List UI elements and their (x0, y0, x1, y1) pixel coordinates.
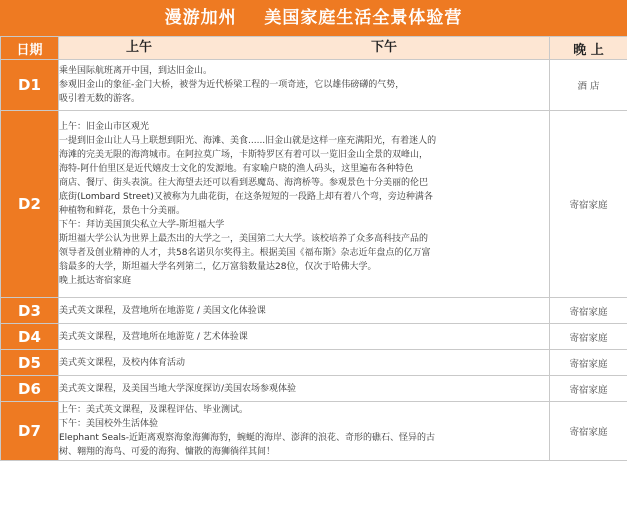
evening-lodging: 寄宿家庭 (550, 402, 627, 461)
day-label: D4 (1, 324, 59, 350)
activity-line: 种植物和鲜花，景色十分美丽。 (59, 206, 186, 216)
itinerary-table (0, 36, 627, 461)
page-title: 漫游加州 美国家庭生活全景体验营 (0, 0, 627, 36)
activity-line: 翁最多的大学，斯坦福大学名列第二，亿万富翁数量达28位，仅次于哈佛大学。 (59, 262, 377, 272)
activity-cell (59, 111, 550, 298)
activity-cell (59, 60, 550, 111)
activity-line: 美式英文课程，及营地所在地游览 / 艺术体验课 (59, 331, 248, 342)
activity-line: 美式英文课程，及营地所在地游览 / 美国文化体验课 (59, 305, 266, 316)
header-activities (59, 37, 550, 60)
activity-line: 乘坐国际航班离开中国，到达旧金山。 (59, 66, 213, 76)
activity-cell (59, 324, 550, 350)
day-label: D2 (1, 111, 59, 298)
activity-line: 晚上抵达寄宿家庭 (59, 276, 132, 286)
header-day: 日期 (1, 37, 59, 60)
activity-line: 下午：拜访美国顶尖私立大学-斯坦福大学 (59, 220, 225, 230)
activity-line: 树、翱翔的海鸟、可爱的海狗、慵散的海狮徜徉其间！ (59, 447, 276, 457)
table-row (1, 298, 627, 324)
activity-line: 美式英文课程，及美国当地大学深度探访/美国农场参观体验 (59, 383, 297, 394)
activity-line: 下午：美国校外生活体验 (59, 419, 159, 429)
day-label: D7 (1, 402, 59, 461)
activity-line: 参观旧金山的象征-金门大桥，被誉为近代桥梁工程的一项奇迹，它以雄伟磅礴的气势， (59, 80, 405, 90)
activity-line: 底街(Lombard Street)又被称为九曲花街，在这条短短的一段路上却有着八个弯，旁边种满各 (59, 192, 433, 202)
activity-line: 上午：美式英文课程，及课程评估、毕业测试。 (59, 405, 249, 415)
activity-cell (59, 298, 550, 324)
header-evening: 晚 上 (550, 37, 627, 60)
table-row (1, 402, 627, 461)
activity-line: 海滩的完美无限的海湾城市。在阿拉莫广场，卡斯特罗区有着可以一览旧金山全景的双峰山， (59, 150, 429, 160)
header-row (1, 37, 627, 60)
activity-line: 一提到旧金山让人马上联想到阳光、海滩、美食......旧金山就是这样一座充满阳光，有着迷人的 (59, 136, 437, 146)
day-rows (1, 60, 627, 461)
evening-lodging: 寄宿家庭 (550, 298, 627, 324)
evening-lodging: 寄宿家庭 (550, 111, 627, 298)
day-label: D5 (1, 350, 59, 376)
activity-line: 吸引着无数的游客。 (59, 94, 141, 104)
header-afternoon: 下午 (370, 40, 397, 55)
evening-lodging: 酒 店 (550, 60, 627, 111)
activity-cell (59, 350, 550, 376)
evening-lodging: 寄宿家庭 (550, 324, 627, 350)
activity-line: 美式英文课程，及校内体育活动 (59, 357, 186, 368)
activity-line: 海特-阿什伯里区是近代嬉皮士文化的发源地。有家喻户晓的渔人码头，这里遍布各种特色 (59, 164, 414, 174)
activity-cell (59, 402, 550, 461)
evening-lodging: 寄宿家庭 (550, 376, 627, 402)
activity-cell (59, 376, 550, 402)
activity-line: 斯坦福大学公认为世界上最杰出的大学之一，美国第二大大学。该校培养了众多高科技产品的 (59, 234, 429, 244)
activity-line: 上午：旧金山市区观光 (59, 122, 150, 132)
day-label: D1 (1, 60, 59, 111)
activity-line: 领导者及创业精神的人才，共58名诺贝尔奖得主。根据美国《福布斯》杂志近年盘点的亿万富 (59, 248, 431, 258)
table-row (1, 350, 627, 376)
activity-line: 商店、餐厅、街头表演。往大海望去还可以看到恶魔岛、海湾桥等。参观景色十分美丽的伦巴 (59, 178, 429, 188)
day-label: D6 (1, 376, 59, 402)
activity-line: Elephant Seals-近距离观察海象海狮海豹，蜿蜒的海岸、澎湃的浪花、奇形的礁石、怪异的古 (59, 433, 435, 443)
table-row (1, 376, 627, 402)
table-row (1, 324, 627, 350)
day-label: D3 (1, 298, 59, 324)
table-row (1, 60, 627, 111)
header-morning: 上午 (125, 40, 152, 55)
table-row (1, 111, 627, 298)
evening-lodging: 寄宿家庭 (550, 350, 627, 376)
